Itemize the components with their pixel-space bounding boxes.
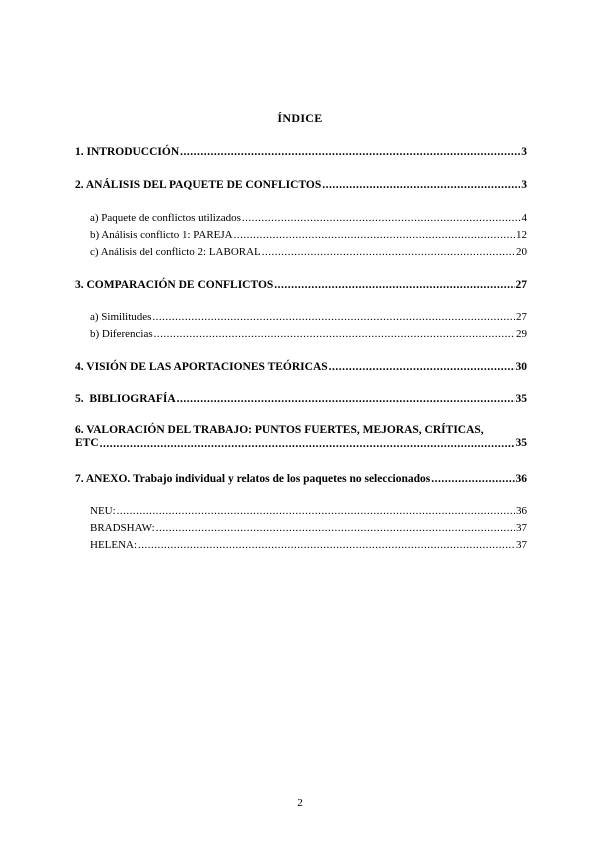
toc-entry-page: 36 xyxy=(515,473,527,485)
toc-entry-label: 2. ANÁLISIS DEL PAQUETE DE CONFLICTOS xyxy=(75,179,322,191)
toc-entry-page: 37 xyxy=(516,539,527,551)
index-title: ÍNDICE xyxy=(277,111,323,125)
toc-subentry-bradshaw[interactable] xyxy=(90,522,527,534)
toc-entry-label: HELENA: xyxy=(90,539,138,551)
toc-leader-dots xyxy=(138,540,515,551)
toc-leader-dots xyxy=(152,312,515,323)
toc-entry-bibliografia[interactable] xyxy=(75,393,527,405)
toc-leader-dots xyxy=(431,474,514,486)
toc-entry-label: b) Diferencias xyxy=(90,328,153,340)
toc-entry-page: 12 xyxy=(516,229,527,241)
toc-subentry-conflicto-laboral[interactable] xyxy=(90,246,527,258)
toc-entry-label-line2: ETC xyxy=(75,437,99,449)
toc-entry-analisis-paquete[interactable] xyxy=(75,179,527,191)
toc-entry-valoracion-trabajo[interactable] xyxy=(75,424,527,450)
toc-entry-label: a) Paquete de conflictos utilizados xyxy=(90,212,241,224)
toc-entry-label: 3. COMPARACIÓN DE CONFLICTOS xyxy=(75,279,274,291)
toc-leader-dots xyxy=(117,506,515,517)
toc-entry-page: 29 xyxy=(516,328,527,340)
toc-entry-label: NEU: xyxy=(90,505,116,517)
toc-subentry-diferencias[interactable] xyxy=(90,328,527,340)
toc-entry-label: 7. ANEXO. Trabajo individual y relatos de los paquetes no seleccionados xyxy=(75,473,431,485)
toc-entry-page: 35 xyxy=(515,393,527,405)
toc-entry-vision-aportaciones[interactable] xyxy=(75,361,527,373)
toc-subentry-helena[interactable] xyxy=(90,539,527,551)
toc-leader-dots xyxy=(100,439,515,451)
toc-entry-page: 20 xyxy=(516,246,527,258)
toc-entry-label: c) Análisis del conflicto 2: LABORAL xyxy=(90,246,261,258)
page-number-footer: 2 xyxy=(297,797,303,809)
toc-entry-label-line1: 6. VALORACIÓN DEL TRABAJO: PUNTOS FUERTES, MEJORAS, CRÍTICAS, xyxy=(75,424,484,436)
toc-leader-dots xyxy=(156,523,515,534)
toc-entry-introduccion[interactable] xyxy=(75,146,527,158)
toc-leader-dots xyxy=(242,213,521,224)
toc-entry-label: BRADSHAW: xyxy=(90,522,155,534)
toc-entry-page: 3 xyxy=(521,146,527,158)
toc-entry-page: 35 xyxy=(515,437,527,449)
toc-entry-page: 37 xyxy=(516,522,527,534)
toc-entry-page: 36 xyxy=(516,505,527,517)
toc-entry-label: 5. BIBLIOGRAFÍA xyxy=(75,393,176,405)
toc-leader-dots xyxy=(154,329,515,340)
toc-leader-dots xyxy=(177,394,515,406)
toc-leader-dots xyxy=(262,247,515,258)
toc-leader-dots xyxy=(234,230,515,241)
toc-entry-label: 1. INTRODUCCIÓN xyxy=(75,146,180,158)
toc-leader-dots xyxy=(329,362,515,374)
toc-leader-dots xyxy=(322,180,520,192)
toc-leader-dots xyxy=(180,147,520,159)
toc-leader-dots xyxy=(274,280,514,292)
toc-subentry-conflicto-pareja[interactable] xyxy=(90,229,527,241)
toc-entry-page: 4 xyxy=(521,212,527,224)
toc-entry-page: 30 xyxy=(515,361,527,373)
toc-subentry-similitudes[interactable] xyxy=(90,311,527,323)
toc-subentry-paquete-conflictos[interactable] xyxy=(90,212,527,224)
toc-entry-label: b) Análisis conflicto 1: PAREJA xyxy=(90,229,233,241)
toc-entry-label: a) Similitudes xyxy=(90,311,152,323)
toc-entry-page: 3 xyxy=(521,179,527,191)
toc-entry-page: 27 xyxy=(515,279,527,291)
toc-entry-comparacion[interactable] xyxy=(75,279,527,291)
toc-subentry-neu[interactable] xyxy=(90,505,527,517)
toc-entry-anexo[interactable] xyxy=(75,473,527,485)
toc-entry-label: 4. VISIÓN DE LAS APORTACIONES TEÓRICAS xyxy=(75,361,328,373)
toc-entry-page: 27 xyxy=(516,311,527,323)
